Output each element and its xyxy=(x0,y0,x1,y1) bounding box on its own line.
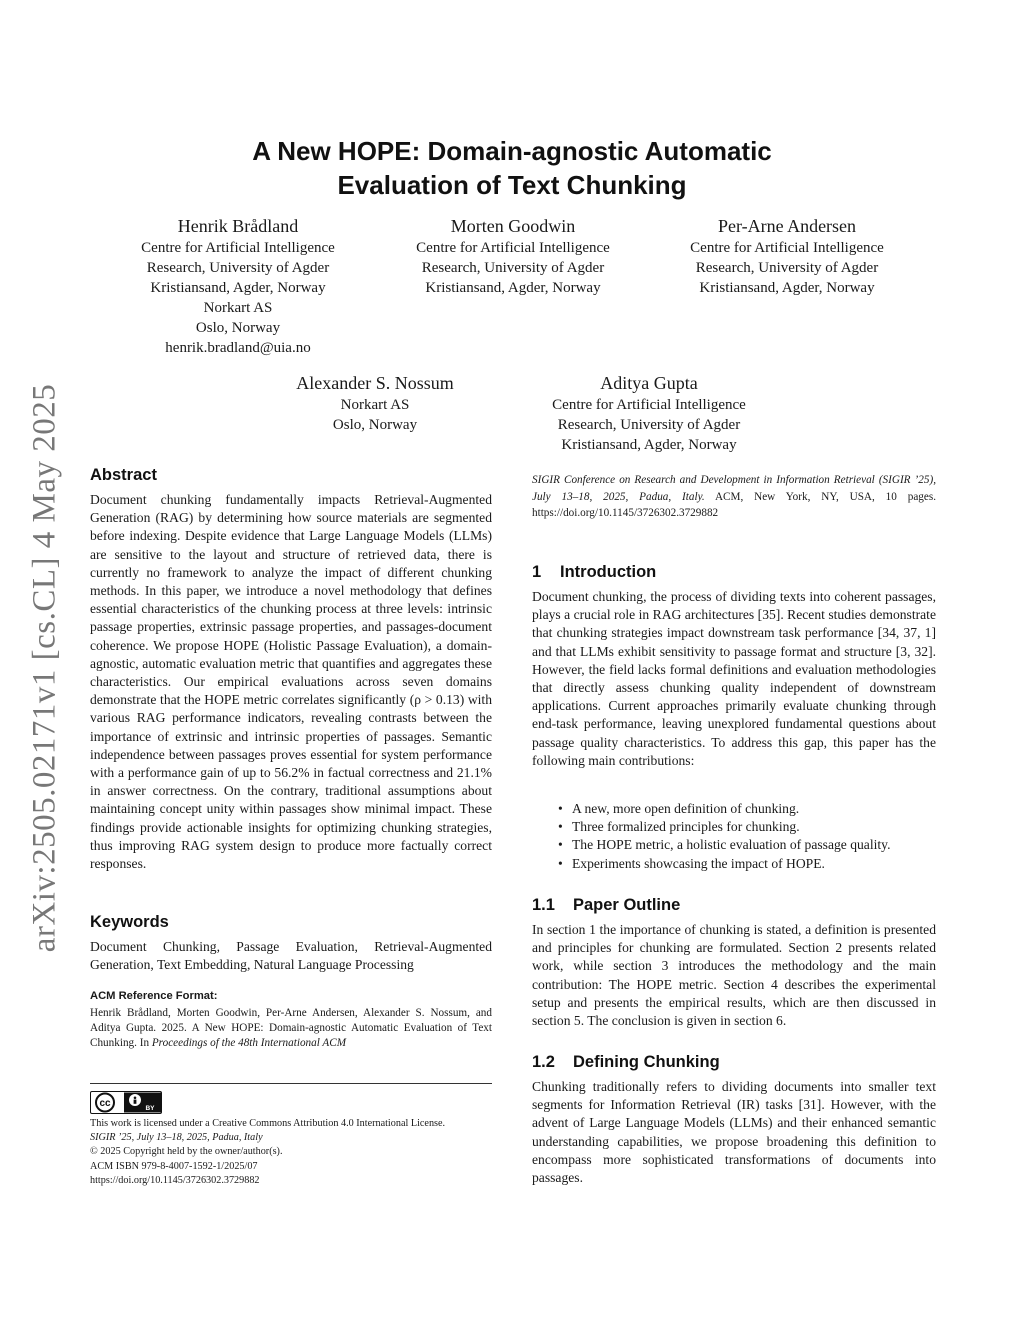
conference-plain: ACM, New York, NY, USA, 10 pages. https://doi.org/10.1145/3726302.3729882 xyxy=(532,490,936,519)
author-affiliation: Oslo, Norway xyxy=(195,320,281,336)
section-heading-defining-chunking xyxy=(532,1053,720,1072)
by-label: BY xyxy=(145,1105,155,1112)
author-affiliation: Research, University of Agder xyxy=(557,417,741,433)
section-number: 1.2 xyxy=(532,1053,555,1071)
author-email[interactable]: henrik.bradland@uia.no xyxy=(165,340,311,356)
list-item: • The HOPE metric, a holistic evaluation of passage quality. xyxy=(532,836,936,854)
author-name: Aditya Gupta xyxy=(600,373,698,393)
license-conference: SIGIR ’25, July 13–18, 2025, Padua, Italy xyxy=(90,1132,263,1144)
author-affiliation: Norkart AS xyxy=(203,300,273,316)
author-block-2 xyxy=(388,214,638,298)
author-affiliation: Research, University of Agder xyxy=(421,260,605,276)
cc-by-icon xyxy=(90,1091,162,1114)
acm-reference-heading: ACM Reference Format: xyxy=(90,990,218,1002)
author-affiliation: Norkart AS xyxy=(340,397,410,413)
license-block xyxy=(90,1117,510,1188)
paper-outline-text: In section 1 the importance of chunking is stated, a definition is presented and principles for chunking are formulated. Section 2 presents related work, while section 3 introduces the methodology and the main contribution: The HOPE metric. Section 4 describes the experimental setup and presents the empirical results, which are then discussed in section 5. The conclusion is given in section 6. xyxy=(532,922,936,1029)
author-affiliation: Centre for Artificial Intelligence xyxy=(416,240,610,256)
author-affiliation: Oslo, Norway xyxy=(332,417,418,433)
author-affiliation: Research, University of Agder xyxy=(146,260,330,276)
footnote-rule xyxy=(90,1083,492,1084)
keywords-heading: Keywords xyxy=(90,913,169,931)
author-name: Henrik Brådland xyxy=(177,216,299,236)
author-affiliation: Research, University of Agder xyxy=(695,260,879,276)
keywords-text: Document Chunking, Passage Evaluation, Retrieval-Augmented Generation, Text Embedding, Natural Language Processing xyxy=(90,939,492,973)
section-heading-introduction xyxy=(532,563,656,582)
section-number: 1 xyxy=(532,563,542,581)
list-item: • A new, more open definition of chunking. xyxy=(532,800,936,818)
paper-title xyxy=(0,134,1024,202)
section-title: Defining Chunking xyxy=(573,1053,720,1071)
author-block-1 xyxy=(113,214,363,358)
conference-italic: SIGIR Conference on Research and Development in Information Retrieval (SIGIR ’25), July 13–18, 2025, Padua, Italy. xyxy=(532,474,936,503)
license-line: This work is licensed under a Creative Commons Attribution 4.0 International License. xyxy=(90,1118,446,1129)
title-line-2: Evaluation of Text Chunking xyxy=(337,170,687,200)
author-affiliation: Kristiansand, Agder, Norway xyxy=(561,437,737,453)
section-title: Paper Outline xyxy=(573,896,681,914)
acm-reference-plain: Henrik Brådland, Morten Goodwin, Per-Arne Andersen, Alexander S. Nossum, and Aditya Gupta. 2025. A New HOPE: Domain-agnostic Automatic Evaluation of Text Chunking. In xyxy=(90,1007,492,1049)
introduction-text: Document chunking, the process of dividing texts into coherent passages, plays a crucial role in RAG architectures [35]. Recent studies demonstrate that chunking strategies impact downstream task performance [34, 37, 1] and that LLMs exhibit sensitivity to passage format and structure [3, 32]. However, the field lacks formal definitions and evaluation methodologies that directly assess chunking quality independent of downstream applications. Current approaches primarily evaluate chunking through end-task performance, leaving unexplored fundamental questions about passage quality characteristics. To address this gap, this paper has the following main contributions: xyxy=(532,589,936,768)
title-line-1: A New HOPE: Domain-agnostic Automatic xyxy=(252,136,772,166)
author-name: Morten Goodwin xyxy=(450,216,576,236)
author-name: Alexander S. Nossum xyxy=(296,373,454,393)
cc-label: cc xyxy=(99,1098,111,1109)
contributions-list xyxy=(532,800,936,873)
author-affiliation: Kristiansand, Agder, Norway xyxy=(425,280,601,296)
section-title: Introduction xyxy=(560,563,657,581)
author-affiliation: Centre for Artificial Intelligence xyxy=(690,240,884,256)
abstract-text: Document chunking fundamentally impacts Retrieval-Augmented Generation (RAG) by determining how source materials are segmented before indexing. Despite evidence that Large Language Models (LLMs) are sensitive to the layout and structure of retrieved data, there is currently no framework to analyze the impact of different chunking methods. In this paper, we introduce a novel methodology that defines essential characteristics of the chunking process at three levels: intrinsic passage properties, extrinsic passage properties, and passages-document coherence. We propose HOPE (Holistic Passage Evaluation), a domain-agnostic, automatic evaluation metric that quantifies and aggregates these characteristics. Our empirical evaluations across seven domains demonstrate that the HOPE metric correlates significantly (ρ > 0.13) with various RAG performance indicators, revealing contrasts between the importance of extrinsic and intrinsic properties of passages. Semantic independence between passages proves essential for system performance with a performance gain of up to 56.2% in factual correctness and 21.1% in answer correctness. On the contrary, traditional assumptions about maintaining concept unity within passages show minimal impact. These findings provide actionable insights for optimizing chunking strategies, thus improving RAG system design to produce more factually correct responses. xyxy=(90,492,492,872)
abstract-heading: Abstract xyxy=(90,466,157,484)
license-isbn: ACM ISBN 979-8-4007-1592-1/2025/07 xyxy=(90,1160,258,1172)
author-affiliation: Centre for Artificial Intelligence xyxy=(552,397,746,413)
arxiv-watermark xyxy=(20,378,70,958)
arxiv-watermark-text: arXiv:2505.02171v1 [cs.CL] 4 May 2025 xyxy=(26,383,63,953)
acm-reference-text xyxy=(90,1006,492,1051)
conference-info xyxy=(532,472,936,522)
author-affiliation: Kristiansand, Agder, Norway xyxy=(699,280,875,296)
cc-by-badge xyxy=(90,1091,162,1114)
list-item: • Experiments showcasing the impact of HOPE. xyxy=(532,855,936,873)
license-doi[interactable]: https://doi.org/10.1145/3726302.3729882 xyxy=(90,1174,260,1186)
author-name: Per-Arne Andersen xyxy=(717,216,857,236)
license-copyright: © 2025 Copyright held by the owner/author(s). xyxy=(90,1146,283,1158)
author-affiliation: Centre for Artificial Intelligence xyxy=(141,240,335,256)
author-block-3 xyxy=(662,214,912,298)
author-affiliation: Kristiansand, Agder, Norway xyxy=(150,280,326,296)
author-block-4 xyxy=(250,371,500,435)
section-number: 1.1 xyxy=(532,896,555,914)
list-item: • Three formalized principles for chunking. xyxy=(532,818,936,836)
section-heading-paper-outline xyxy=(532,896,680,915)
acm-reference-italic: Proceedings of the 48th International ACM xyxy=(151,1037,347,1049)
defining-chunking-text: Chunking traditionally refers to dividing documents into smaller text segments for Information Retrieval (IR) tasks [31]. However, with the advent of Large Language Models (LLMs) and their enhanced semantic understanding capabilities, we propose broadening this definition to encompass more sophisticated transformations of documents into passages. xyxy=(532,1079,936,1186)
author-block-5 xyxy=(524,371,774,455)
